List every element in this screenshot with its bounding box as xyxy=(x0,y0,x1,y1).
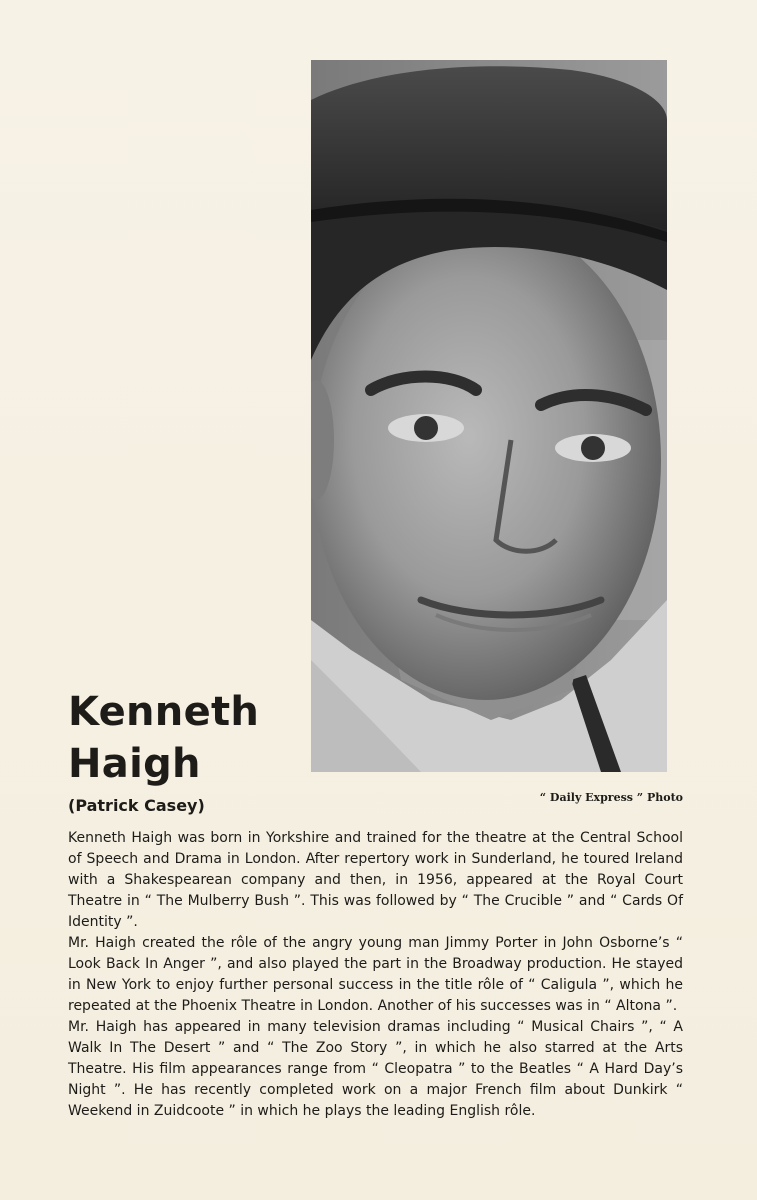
biography xyxy=(68,828,683,1122)
actor-first-name: Kenneth xyxy=(68,689,260,735)
actor-last-name: Haigh xyxy=(68,741,201,787)
actor-name xyxy=(68,686,308,790)
character-role: (Patrick Casey) xyxy=(68,796,205,815)
biography-paragraph: Kenneth Haigh was born in Yorkshire and trained for the theatre at the Central School of Speech and Drama in London. After repertory work in Sunderland, he toured Ireland with a Shakespearean company and then, in 1956, appeared at the Royal Court Theatre in “ The Mulberry Bush ”. This was followed by “ The Crucible ” and “ Cards Of Identity ”. xyxy=(68,830,683,930)
portrait-photo xyxy=(311,60,667,772)
biography-paragraph: Mr. Haigh has appeared in many television dramas including “ Musical Chairs ”, “ A Walk In The Desert ” and “ The Zoo Story ”, in which he also starred at the Arts Theatre. His film appearances range from “ Cleopatra ” to the Beatles “ A Hard Day’s Night ”. He has recently completed work on a major French film about Dunkirk “ Weekend in Zuidcoote ” in which he plays the leading English rôle. xyxy=(68,1019,683,1119)
photo-credit: “ Daily Express ” Photo xyxy=(539,791,683,804)
biography-paragraph: Mr. Haigh created the rôle of the angry young man Jimmy Porter in John Osborne’s “ Look Back In Anger ”, and also played the part in the Broadway production. He stayed in New York to enjoy further personal success in the title rôle of “ Caligula ”, which he repeated at the Phoenix Theatre in London. Another of his successes was in “ Altona ”. xyxy=(68,935,683,1014)
